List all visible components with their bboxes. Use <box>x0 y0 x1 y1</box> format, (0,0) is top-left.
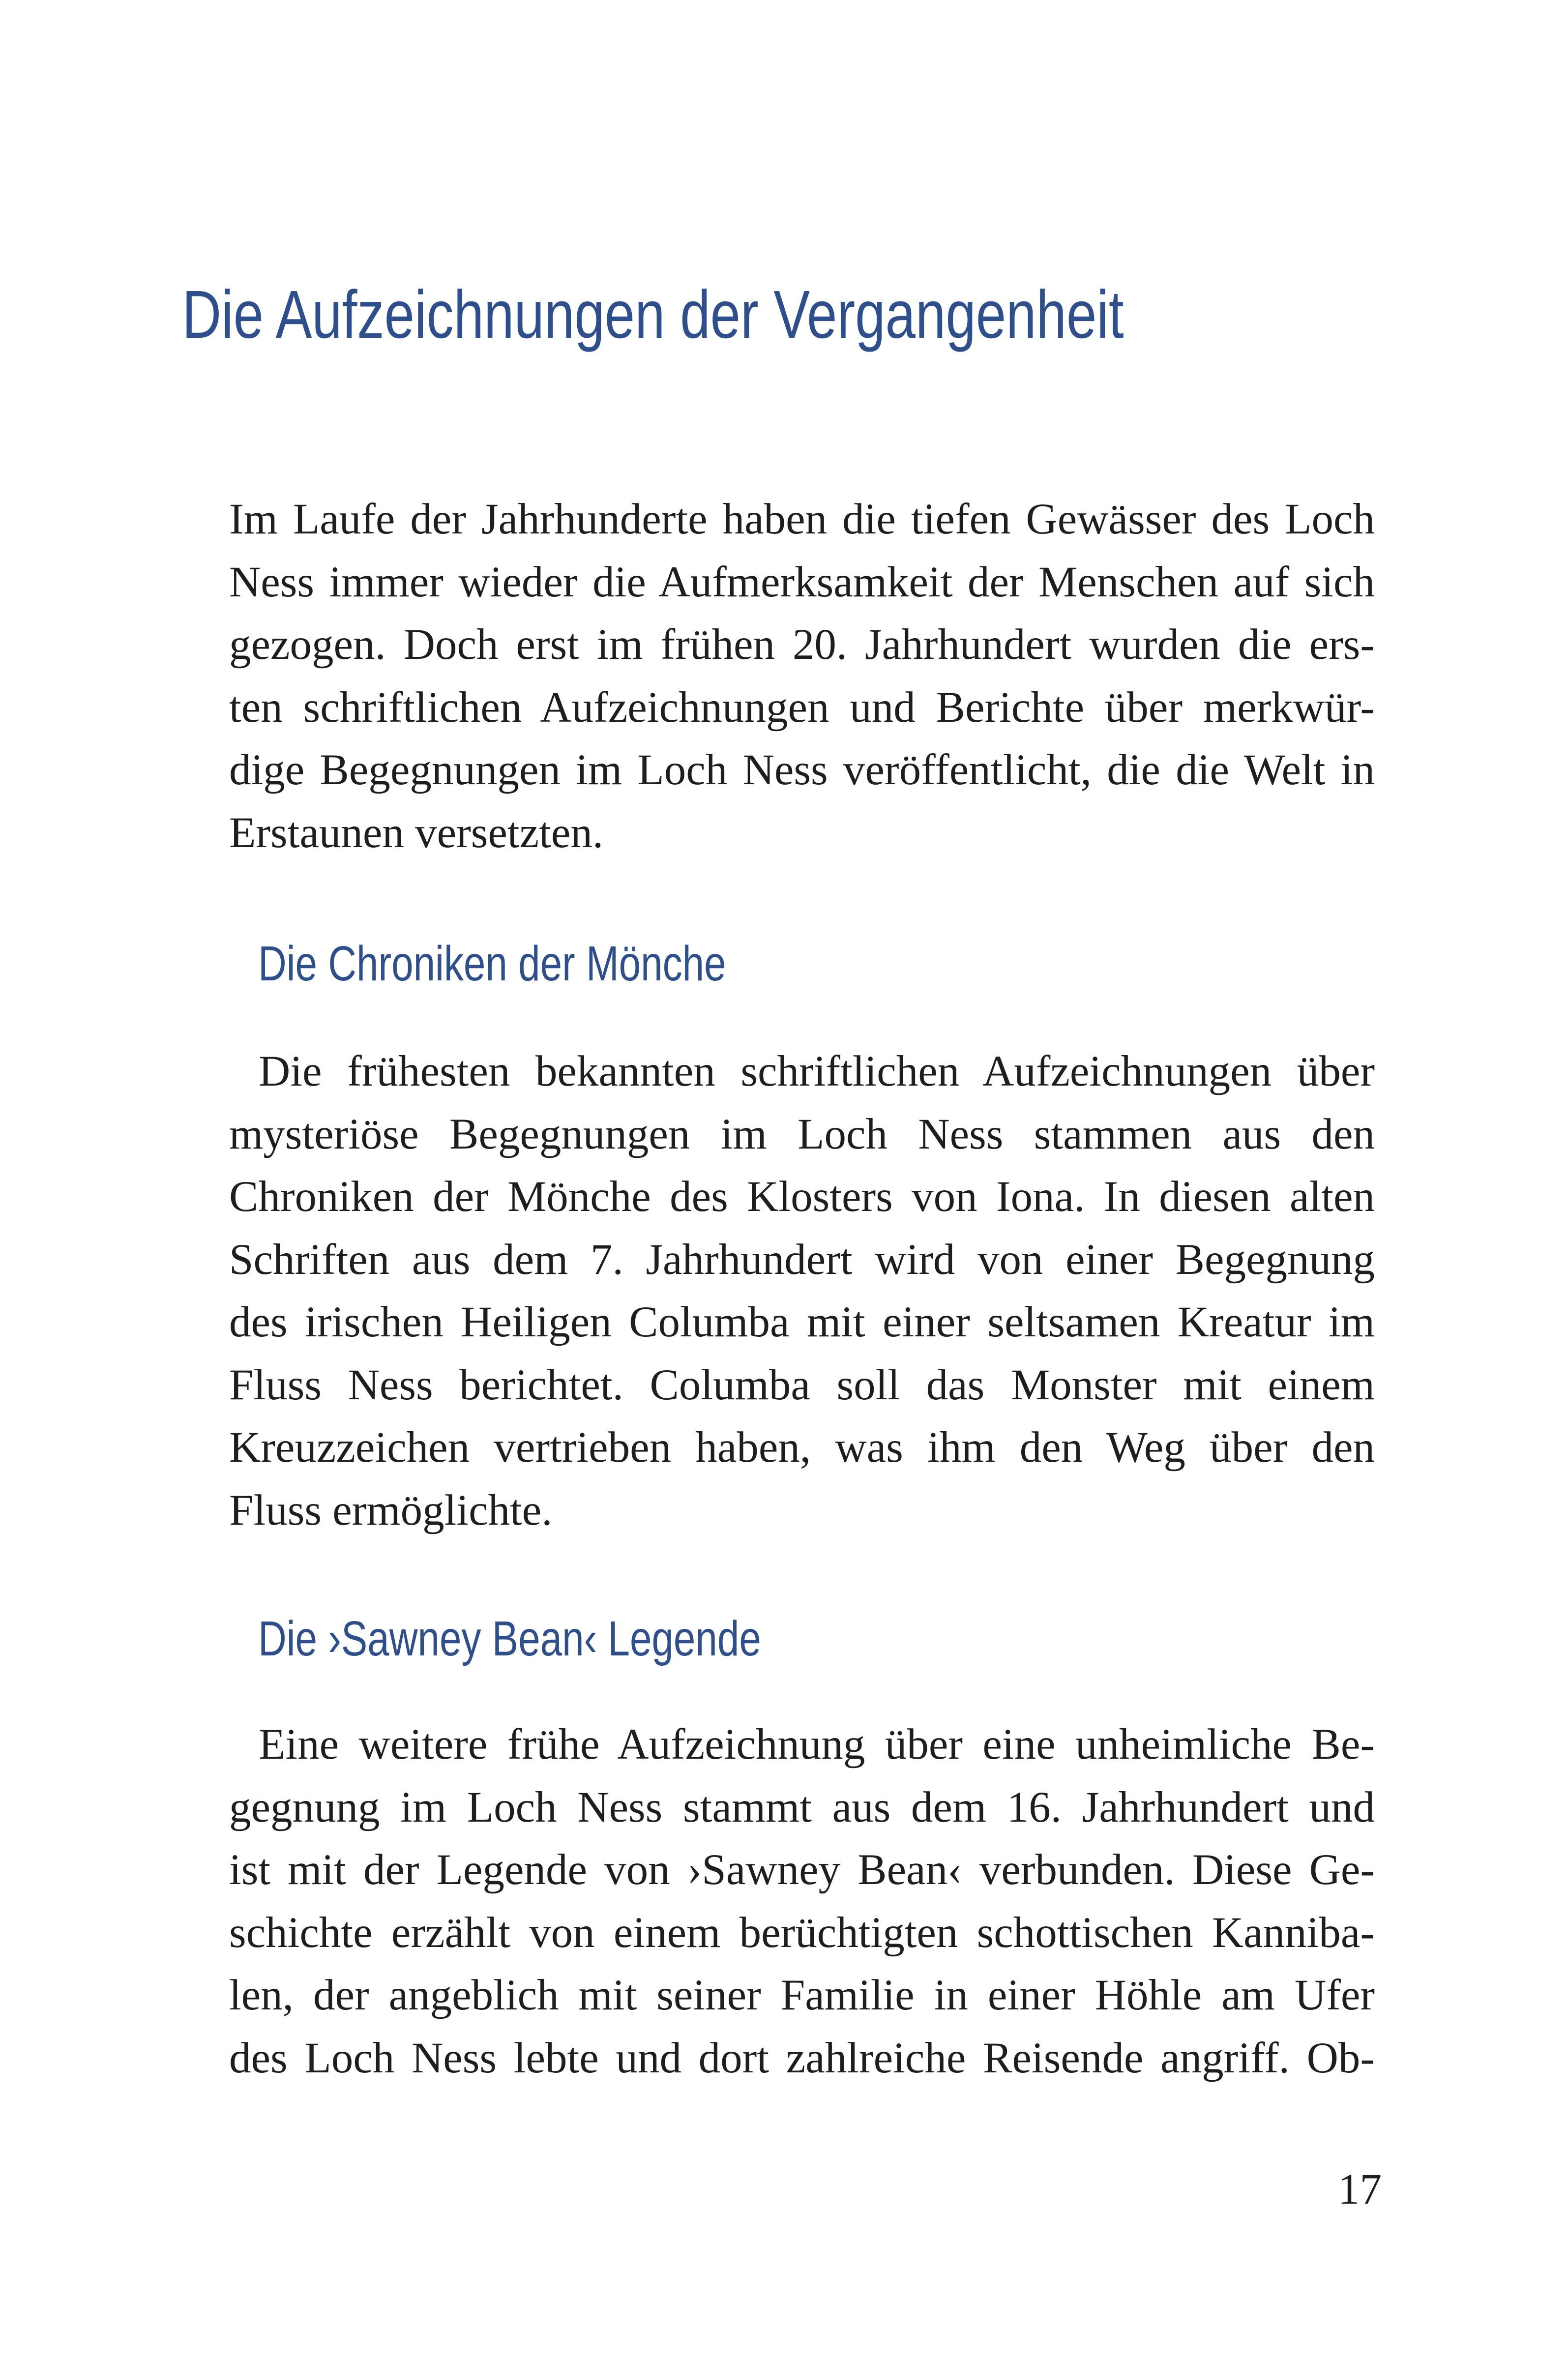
text-line: Kreuzzeichen vertrieben haben, was ihm den Weg über den <box>229 1423 1375 1472</box>
sawney-bean-paragraph <box>229 1713 1375 2090</box>
text-line: des Loch Ness lebte und dort zahlreiche Reisende angriff. Ob- <box>229 2034 1375 2082</box>
intro-paragraph <box>229 488 1375 864</box>
text-line: Eine weitere frühe Aufzeichnung über eine unheimliche Be- <box>259 1720 1375 1769</box>
text-line: Schriften aus dem 7. Jahrhundert wird von einer Begegnung <box>229 1235 1375 1284</box>
text-line: ist mit der Legende von ›Sawney Bean‹ verbunden. Diese Ge- <box>229 1846 1375 1894</box>
text-line: Fluss ermöglichte. <box>229 1486 553 1534</box>
section-heading-chronicles: Die Chroniken der Mönche <box>258 936 726 991</box>
section-heading-sawney-bean: Die ›Sawney Bean‹ Legende <box>258 1611 761 1666</box>
text-line: len, der angeblich mit seiner Familie in einer Höhle am Ufer <box>229 1971 1375 2019</box>
text-line: Fluss Ness berichtet. Columba soll das Monster mit einem <box>229 1360 1375 1409</box>
text-line: Im Laufe der Jahrhunderte haben die tiefen Gewässer des Loch <box>229 495 1375 543</box>
text-line: Chroniken der Mönche des Klosters von Iona. In diesen alten <box>229 1173 1375 1221</box>
text-line: mysteriöse Begegnungen im Loch Ness stammen aus den <box>229 1110 1375 1158</box>
text-line: schichte erzählt von einem berüchtigten schottischen Kanniba- <box>229 1908 1375 1957</box>
text-line: Die frühesten bekannten schriftlichen Aufzeichnungen über <box>259 1047 1375 1095</box>
text-line: ten schriftlichen Aufzeichnungen und Berichte über merkwür- <box>229 683 1375 732</box>
text-line: dige Begegnungen im Loch Ness veröffentlicht, die die Welt in <box>229 746 1375 794</box>
text-line: Ness immer wieder die Aufmerksamkeit der Menschen auf sich <box>229 558 1375 606</box>
chronicles-paragraph <box>229 1040 1375 1542</box>
page-number: 17 <box>1338 2165 1382 2213</box>
text-line: Erstaunen versetzten. <box>229 808 604 857</box>
text-line: gegnung im Loch Ness stammt aus dem 16. Jahrhundert und <box>229 1783 1375 1831</box>
chapter-title: Die Aufzeichnungen der Vergangenheit <box>182 277 1124 353</box>
text-line: des irischen Heiligen Columba mit einer seltsamen Kreatur im <box>229 1298 1375 1346</box>
text-line: gezogen. Doch erst im frühen 20. Jahrhundert wurden die ers- <box>229 620 1375 669</box>
